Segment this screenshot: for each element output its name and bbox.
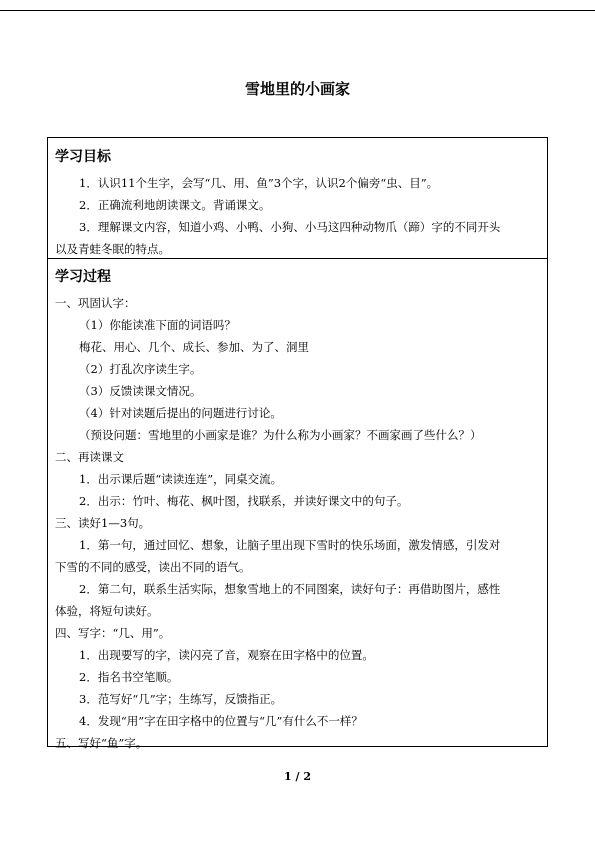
goal-line: 以及青蛙冬眠的特点。: [55, 242, 170, 256]
page-number: 1 / 2: [284, 770, 311, 783]
process-line: 二、再读课文: [55, 450, 124, 464]
process-line: 1．第一句，通过回忆、想象，让脑子里出现下雪时的快乐场面，激发情感，引发对: [79, 538, 501, 552]
process-line: 2．指名书空笔顺。: [79, 670, 179, 684]
process-line: （1）你能读准下面的词语吗？: [79, 318, 236, 332]
goal-line: 3．理解课文内容，知道小鸡、小鸭、小狗、小马这四种动物爪（蹄）字的不同开头: [79, 220, 501, 234]
process-line: 体验，将短句读好。: [55, 604, 159, 618]
top-rule: [0, 10, 595, 11]
process-line: 下雪的不同的感受，读出不同的语气。: [55, 560, 251, 574]
process-line: 四、写字：“几、用”。: [55, 626, 171, 640]
goals-heading: 学习目标: [55, 149, 111, 165]
process-line: 1．出示课后题“读读连连”，同桌交流。: [79, 472, 283, 486]
process-line: （4）针对读题后提出的问题进行讨论。: [79, 406, 282, 420]
process-line: 五、写好“鱼”字。: [55, 736, 148, 750]
process-line: 一、巩固认字：: [55, 296, 136, 310]
process-line: 3．范写好“几”字；生练写，反馈指正。: [79, 692, 283, 706]
goal-line: 2．正确流利地朗读课文。背诵课文。: [79, 198, 271, 212]
process-line: （2）打乱次序读生字。: [79, 362, 202, 376]
process-line: 2．出示：竹叶、梅花、枫叶图，找联系，并读好课文中的句子。: [79, 494, 409, 508]
document-title: 雪地里的小画家: [244, 80, 350, 98]
process-line: 梅花、用心、几个、成长、参加、为了、洞里: [79, 340, 309, 354]
process-line: （3）反馈读课文情况。: [79, 384, 202, 398]
process-line: （预设问题：雪地里的小画家是谁？为什么称为小画家？不画家画了些什么？）: [79, 428, 482, 442]
process-heading: 学习过程: [55, 269, 111, 285]
section-divider: [47, 258, 548, 259]
process-line: 1．出现要写的字，读闪亮了音，观察在田字格中的位置。: [79, 648, 374, 662]
process-line: 三、读好1—3句。: [55, 516, 151, 530]
process-line: 2．第二句，联系生活实际，想象雪地上的不同图案，读好句子：再借助图片，感性: [79, 582, 501, 596]
goal-line: 1．认识11个生字，会写“几、用、鱼”3个字，认识2个偏旁“虫、目”。: [79, 176, 439, 190]
process-line: 4．发现“用”字在田字格中的位置与“几”有什么不一样？: [79, 714, 363, 728]
